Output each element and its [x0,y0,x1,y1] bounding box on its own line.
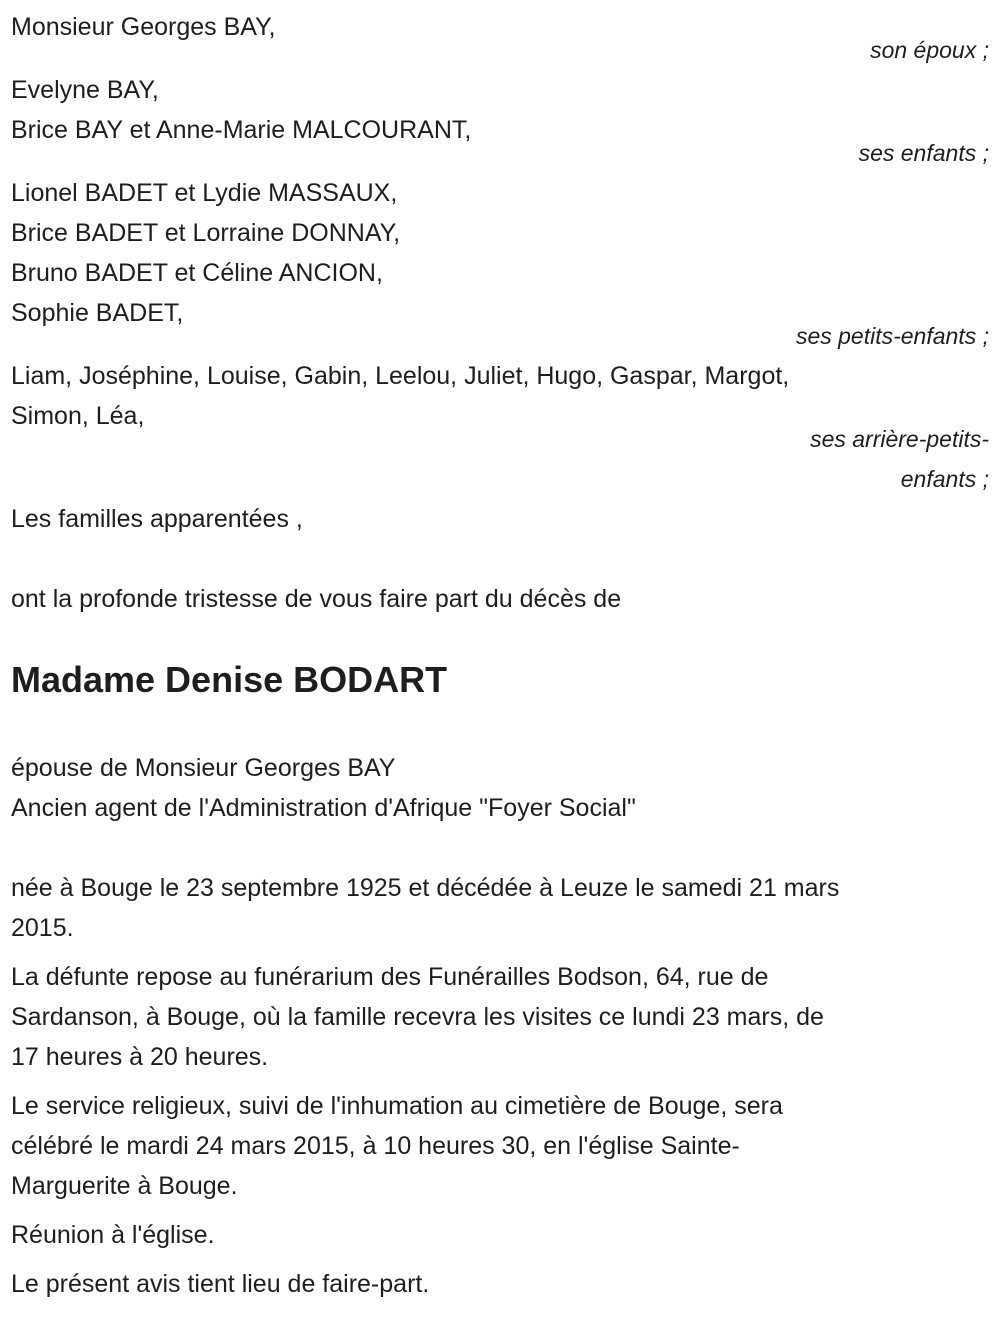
family-group [11,70,991,173]
paragraph-line: Le service religieux, suivi de l'inhumation au cimetière de Bouge, sera [11,1092,783,1120]
paragraph-line: La défunte repose au funérarium des Funérailles Bodson, 64, rue de [11,963,769,991]
detail-paragraph [11,1264,991,1304]
family-member-line: Brice BADET et Lorraine DONNAY, [11,219,401,247]
paragraph-line: célébré le mardi 24 mars 2015, à 10 heures 30, en l'église Sainte- [11,1132,740,1160]
paragraph-line: Réunion à l'église. [11,1221,215,1249]
family-member-line: Bruno BADET et Céline ANCION, [11,259,383,287]
occupation-line: Ancien agent de l'Administration d'Afrique "Foyer Social" [11,794,636,822]
detail-paragraph [11,957,991,1077]
family-group [11,173,991,356]
family-group [11,7,991,70]
paragraph-line: Marguerite à Bouge. [11,1172,238,1200]
family-member-line: Lionel BADET et Lydie MASSAUX, [11,179,398,207]
relation-label-line: ses petits-enfants ; [795,323,989,349]
deceased-name: Madame Denise BODART [11,659,448,700]
family-member-line: Monsieur Georges BAY, [11,13,276,41]
family-member-line: Brice BAY et Anne-Marie MALCOURANT, [11,116,472,144]
relation-label-line: son époux ; [870,37,989,63]
paragraph-line: Sardanson, à Bouge, où la famille recevra les visites ce lundi 23 mars, de [11,1003,824,1031]
relation-label-line: enfants ; [900,466,989,492]
relation-label-line: ses arrière-petits- [810,426,989,452]
related-families: Les familles apparentées , [11,505,303,533]
paragraph-line: 2015. [11,914,74,942]
relation-label-line: ses enfants ; [858,140,989,166]
details [11,868,991,1304]
family-group [11,356,991,499]
paragraph-line: née à Bouge le 23 septembre 1925 et décédée à Leuze le samedi 21 mars [11,874,840,902]
family-member-line: Evelyne BAY, [11,76,159,104]
family-member-line: Liam, Joséphine, Louise, Gabin, Leelou, Juliet, Hugo, Gaspar, Margot, [11,362,790,390]
detail-paragraph [11,1215,991,1255]
detail-paragraph [11,1086,991,1206]
announcement: ont la profonde tristesse de vous faire part du décès de [11,585,622,613]
spouse-line: épouse de Monsieur Georges BAY [11,754,396,782]
detail-paragraph [11,868,991,948]
relation-label [11,419,991,499]
paragraph-line: Le présent avis tient lieu de faire-part. [11,1270,430,1298]
family-member-line: Simon, Léa, [11,402,145,430]
family-member-line: Sophie BADET, [11,299,184,327]
paragraph-line: 17 heures à 20 heures. [11,1043,269,1071]
family-list [11,7,991,499]
